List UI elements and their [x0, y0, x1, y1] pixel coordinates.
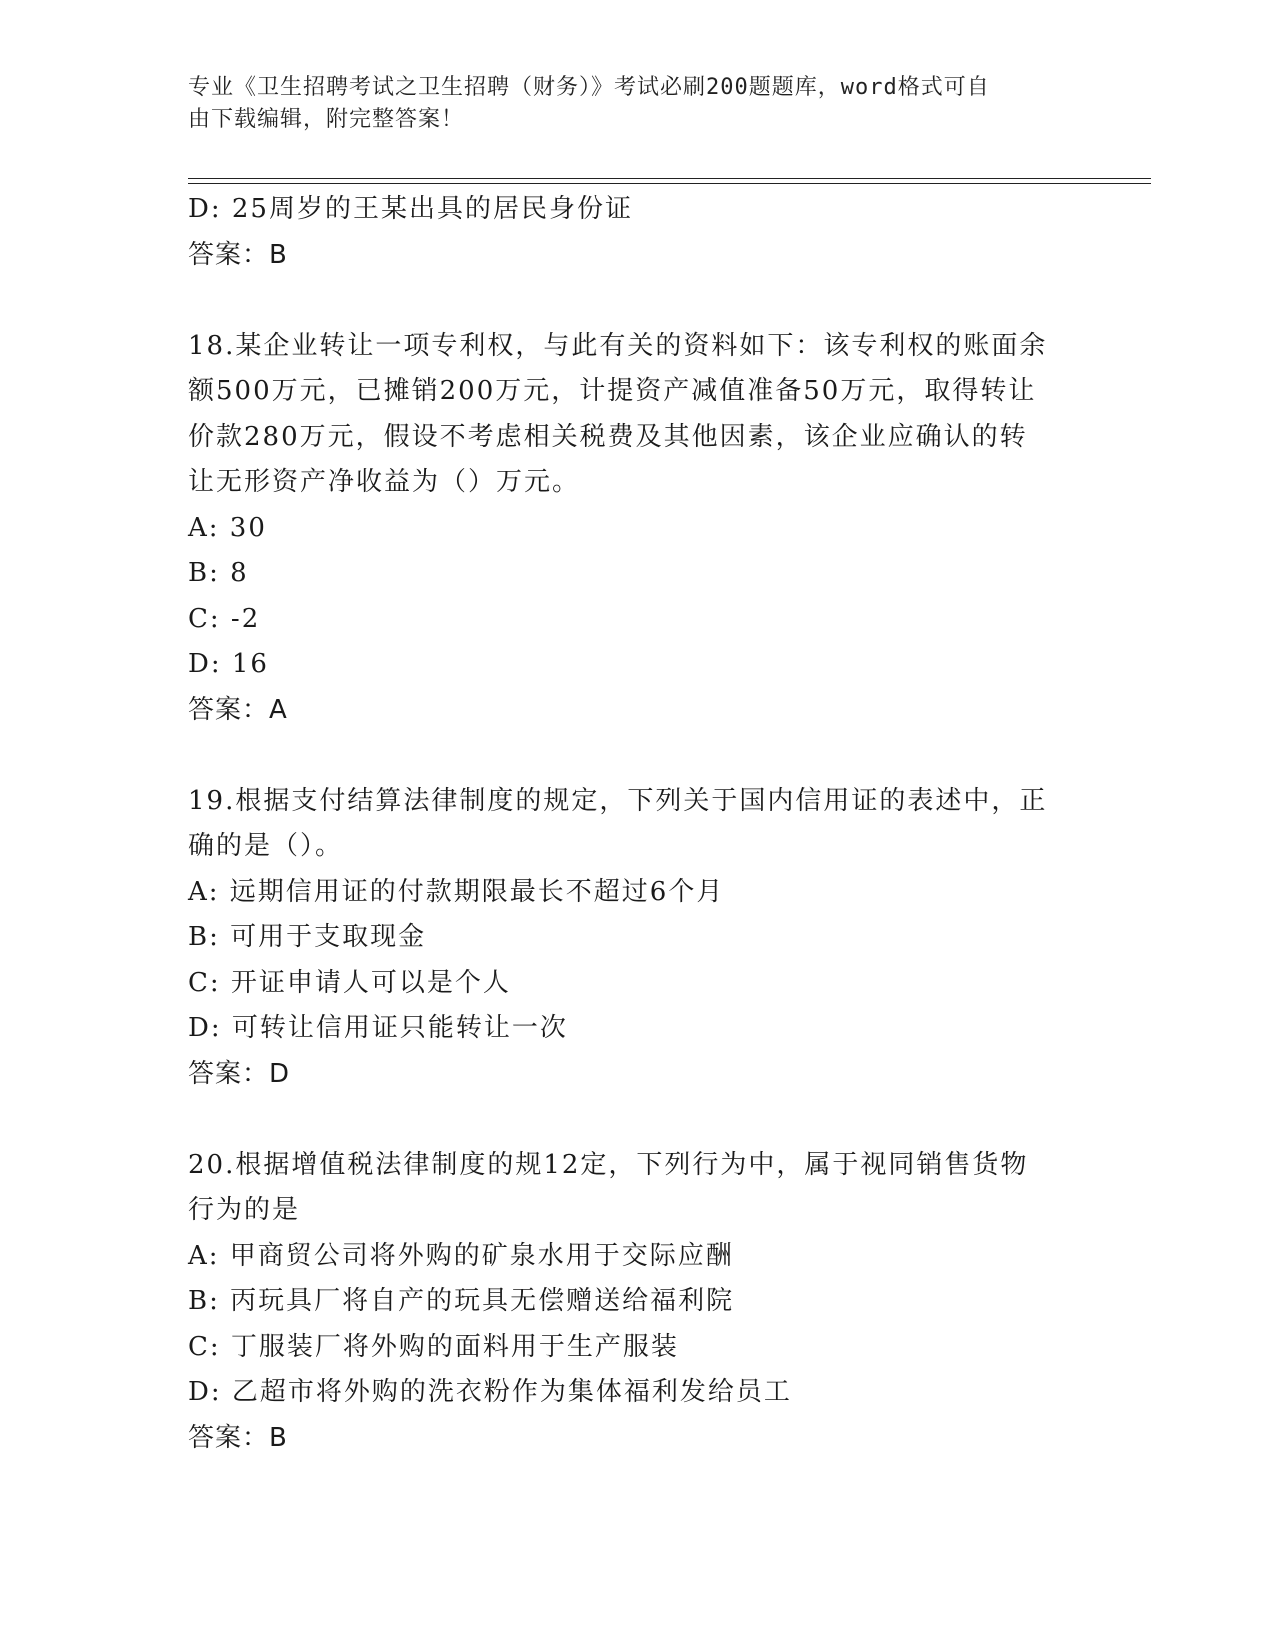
question-text-line: 价款280万元，假设不考虑相关税费及其他因素，该企业应确认的转: [188, 421, 1028, 452]
option-c: C: 丁服装厂将外购的面料用于生产服装: [188, 1331, 679, 1362]
question-text-line: 18.某企业转让一项专利权，与此有关的资料如下：该专利权的账面余: [188, 330, 1048, 361]
spacer: [188, 1097, 1088, 1143]
option-a: A: 远期信用证的付款期限最长不超过6个月: [188, 876, 725, 907]
question-19: [188, 779, 1088, 1098]
option-b: B: 8: [188, 558, 249, 588]
option-c: C: 开证申请人可以是个人: [188, 967, 511, 998]
question-20: [188, 1143, 1088, 1462]
answer-line: 答案：A: [188, 694, 288, 725]
question-text-line: 让无形资产净收益为（）万元。: [188, 467, 581, 497]
header-rule-top: [188, 178, 1151, 179]
option-b: B: 可用于支取现金: [188, 922, 427, 952]
question-content: [188, 187, 1088, 1461]
question-text-line: 20.根据增值税法律制度的规12定，下列行为中，属于视同销售货物: [188, 1149, 1029, 1180]
option-c: C: -2: [188, 603, 261, 634]
option-d: D: 乙超市将外购的洗衣粉作为集体福利发给员工: [188, 1377, 792, 1407]
option-d: D: 25周岁的王某出具的居民身份证: [188, 194, 633, 224]
option-d: D: 可转让信用证只能转让一次: [188, 1013, 568, 1043]
question-text-line: 19.根据支付结算法律制度的规定，下列关于国内信用证的表述中，正: [188, 785, 1048, 816]
page-header: [188, 72, 1068, 136]
option-d: D: 16: [188, 649, 269, 679]
option-a: A: 30: [188, 512, 267, 543]
header-line-2: 由下载编辑，附完整答案！: [188, 107, 465, 132]
header-rule-bottom: [188, 183, 1151, 184]
answer-line: 答案：B: [188, 239, 288, 270]
prev-question-tail: [188, 187, 1088, 278]
question-text-line: 确的是（）。: [188, 831, 344, 861]
header-line-1: 专业《卫生招聘考试之卫生招聘（财务）》考试必刷200题题库，word格式可自: [188, 75, 990, 100]
question-text-line: 行为的是: [188, 1195, 301, 1225]
option-a: A: 甲商贸公司将外购的矿泉水用于交际应酬: [188, 1240, 734, 1271]
spacer: [188, 733, 1088, 779]
answer-line: 答案：B: [188, 1422, 288, 1453]
question-18: [188, 324, 1088, 734]
question-text-line: 额500万元，已摊销200万元，计提资产减值准备50万元，取得转让: [188, 376, 1037, 406]
option-b: B: 丙玩具厂将自产的玩具无偿赠送给福利院: [188, 1286, 735, 1316]
answer-line: 答案：D: [188, 1058, 291, 1089]
spacer: [188, 278, 1088, 324]
